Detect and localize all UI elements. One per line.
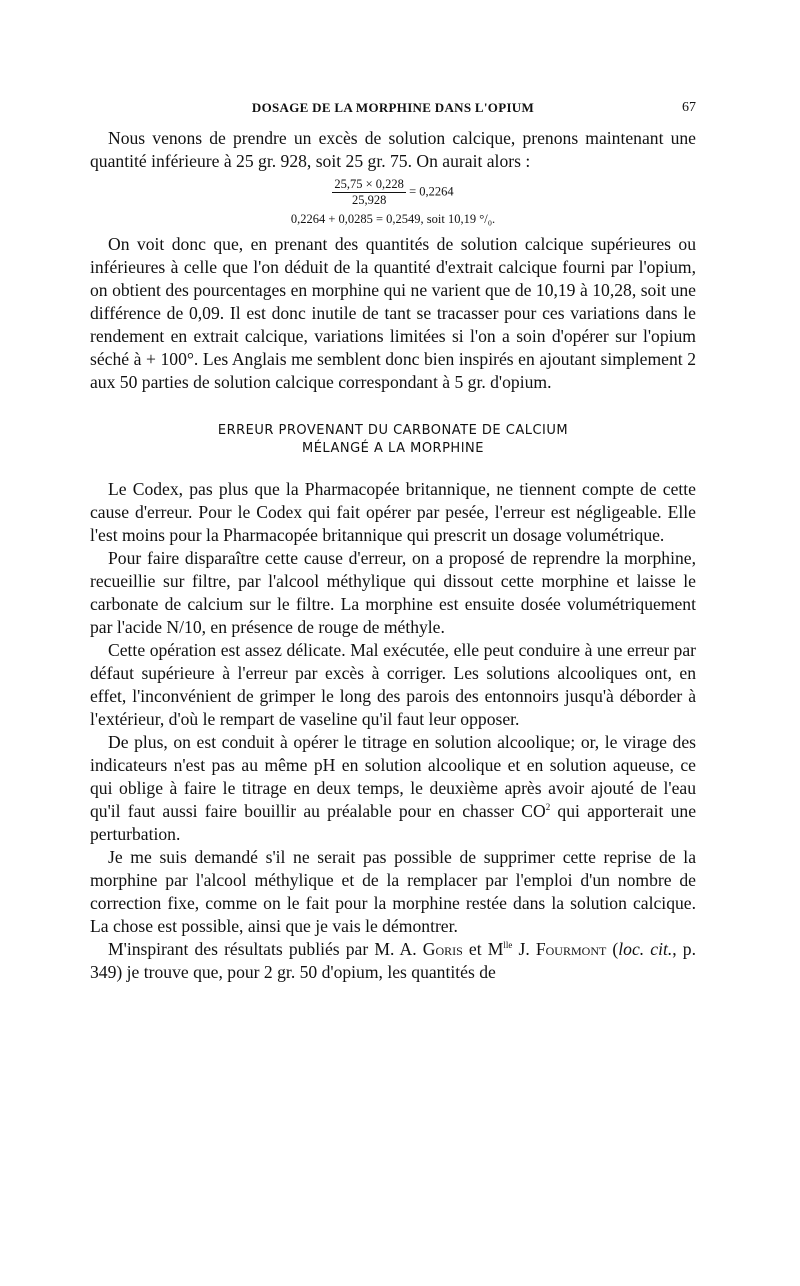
formula-sum: 0,2264 + 0,0285 = 0,2549, soit 10,19 °/₀. — [290, 212, 496, 226]
text-run: J. — [512, 939, 536, 959]
page-number: 67 — [682, 100, 696, 115]
author-name: Goris — [422, 939, 463, 959]
text-run: ( — [606, 939, 619, 959]
author-name: Fourmont — [535, 939, 607, 959]
superscript: 2 — [545, 802, 551, 813]
fraction-denominator: 25,928 — [351, 193, 387, 207]
citation: loc. cit. — [618, 939, 673, 959]
text-run: M'inspirant des résultats publiés par M. A. — [108, 939, 423, 959]
fraction-result: = 0,2264 — [409, 184, 454, 199]
paragraph: Le Codex, pas plus que la Pharmacopée britannique, ne tiennent compte de cette cause d'erreur. Pour le Codex qui fait opérer par pesée, l'erreur est négligeable. Elle l'est moins pour la Pharmacopée britannique qui prescrit un dosage volumétrique. — [90, 479, 696, 545]
text-run: qui apporterait une perturbation. — [90, 801, 697, 844]
fraction — [332, 177, 406, 208]
paragraph — [90, 938, 696, 984]
section-heading — [90, 422, 696, 458]
running-title: DOSAGE DE LA MORPHINE DANS L'OPIUM — [251, 100, 535, 115]
running-head — [90, 100, 696, 120]
paragraph — [90, 731, 696, 846]
formula — [90, 177, 696, 227]
paragraph: Je me suis demandé s'il ne serait pas possible de supprimer cette reprise de la morphine par l'alcool méthylique et de la remplacer par l'emploi d'un nombre de correction fixe, comme on le fait pour la morphine restée dans la solution calcique. La chose est possible, ainsi que je vais le démontrer. — [90, 847, 696, 936]
text-run: et M — [462, 939, 504, 959]
page-body — [90, 127, 696, 984]
paragraph: Nous venons de prendre un excès de solution calcique, prenons maintenant une quantité inférieure à 25 gr. 928, soit 25 gr. 75. On aurait alors : — [90, 128, 696, 171]
section-heading-line: MÉLANGÉ A LA MORPHINE — [302, 441, 484, 456]
superscript: lle — [503, 940, 513, 951]
fraction-numerator: 25,75 × 0,228 — [334, 177, 404, 191]
paragraph: On voit donc que, en prenant des quantités de solution calcique supérieures ou inférieures à celle que l'on déduit de la quantité d'extrait calcique fourni par l'opium, on obtient des pourcentages en morphine qui ne varient que de 10,19 à 10,28, soit une différence de 0,09. Il est donc inutile de tant se tracasser pour ces variations dans le rendement en extrait calcique, variations limitées si l'on a soin d'opérer sur l'opium séché à + 100°. Les Anglais me semblent donc bien inspirés en ajoutant simplement 2 aux 50 parties de solution calcique correspondant à 5 gr. d'opium. — [90, 234, 696, 392]
text-run: De plus, on est conduit à opérer le titrage en solution alcoolique; or, le virage des indicateurs n'est pas au même pH en solution alcoolique et en solution aqueuse, ce qui oblige à faire le titrage en deux temps, le deuxième après avoir ajouté de l'eau qu'il faut aussi faire bouillir au préalable pour en chasser CO — [90, 732, 696, 821]
text-run: , p. 349) je trouve que, pour 2 gr. 50 d'opium, les quantités de — [90, 939, 697, 982]
paragraph: Cette opération est assez délicate. Mal exécutée, elle peut conduire à une erreur par défaut supérieure à l'erreur par excès à corriger. Les solutions alcooliques ont, en effet, l'inconvénient de grimper le long des parois des entonnoirs jusqu'à déborder à l'extérieur, d'où le rempart de vaseline qu'il faut leur opposer. — [90, 640, 696, 729]
section-heading-line: ERREUR PROVENANT DU CARBONATE DE CALCIUM — [217, 423, 569, 438]
paragraph: Pour faire disparaître cette cause d'erreur, on a proposé de reprendre la morphine, recueillie sur filtre, par l'alcool méthylique qui dissout cette morphine et laisse le carbonate de calcium sur le filtre. La morphine est ensuite dosée volumétriquement par l'acide N/10, en présence de rouge de méthyle. — [90, 548, 696, 637]
